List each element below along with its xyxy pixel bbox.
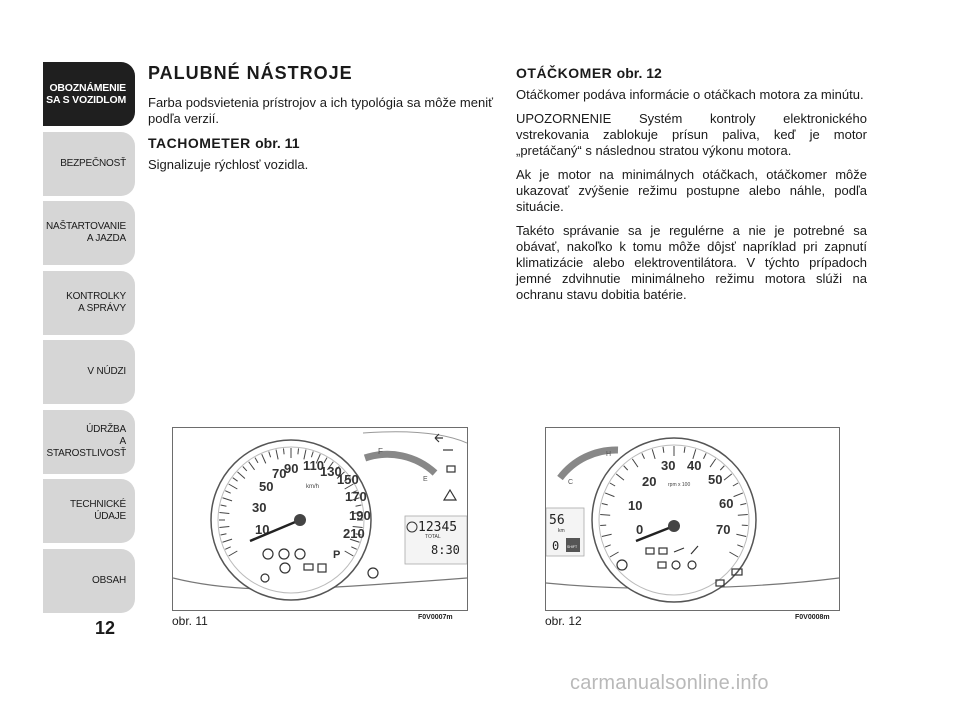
speed-label: 70 — [272, 466, 287, 481]
tachometer-text: Signalizuje rýchlosť vozidla. — [148, 157, 309, 172]
tab-label: OBOZNÁMENIE SA S VOZIDLOM — [46, 82, 126, 106]
odometer-value: 12345 — [418, 520, 458, 535]
rpm-label: 60 — [719, 496, 734, 511]
figure-11-caption: obr. 11 — [172, 614, 208, 628]
tab-label: V NÚDZI — [87, 366, 126, 377]
tachometer-heading — [148, 135, 493, 151]
speed-display-unit: km — [558, 528, 565, 534]
fuel-full-label: F — [378, 447, 383, 456]
rpm-label: 40 — [687, 458, 702, 473]
rpm-label: 30 — [661, 458, 676, 473]
figure-11-code: F0V0007m — [418, 614, 453, 621]
tab-oboznamenie[interactable] — [43, 62, 135, 126]
gear-indicator: P — [333, 549, 341, 561]
tab-technicke[interactable] — [43, 479, 135, 543]
speed-label: 10 — [255, 522, 270, 537]
odometer-label: TOTAL — [425, 534, 441, 540]
rev-paragraph-1: Otáčkomer podáva informácie o otáčkach motora za minútu. — [516, 87, 864, 102]
right-column — [516, 65, 867, 311]
rpm-label: 50 — [708, 472, 723, 487]
speed-label: 170 — [345, 489, 367, 504]
rev-paragraph-2: UPOZORNENIE Systém kontroly elektronického vstrekovania zablokuje prísun paliva, keď je motor „pretáčaný“ s následnou stratou výkonu motora. — [516, 111, 867, 158]
tab-kontrolky[interactable] — [43, 271, 135, 335]
tab-nastartovanie[interactable] — [43, 201, 135, 265]
fuel-empty-label: E — [423, 476, 428, 483]
tab-bezpecnost[interactable] — [43, 132, 135, 196]
speed-display: 56 — [549, 513, 565, 528]
tab-obsah[interactable] — [43, 549, 135, 613]
rev-paragraph-3: Ak je motor na minimálnych otáčkach, otáčkomer môže ukazovať zvýšenie režimu postupne alebo náhle, podľa situácie. — [516, 167, 867, 214]
speed-label: 130 — [320, 464, 342, 479]
tab-udrzba[interactable] — [43, 410, 135, 474]
watermark: carmanualsonline.info — [570, 672, 769, 694]
left-column — [148, 65, 493, 181]
temp-hot-label: H — [606, 451, 612, 458]
speed-unit: km/h — [306, 484, 320, 490]
rpm-label: 0 — [636, 522, 644, 537]
tab-label: BEZPEČNOSŤ — [60, 157, 126, 169]
tachometer-figure-ref: obr. 11 — [255, 135, 300, 151]
rev-counter-drawing — [546, 428, 839, 610]
rev-paragraph-4: Takéto správanie sa je regulérne a nie je potrebné sa obávať, nakoľko k tomu môže dôjsť napríklad pri zapnutí klimatizácie alebo elektroventilátora. V týchto prípadoch jemné zdvihnutie minimálneho režimu motora slúži na ochranu stavu dobitia batérie. — [516, 223, 867, 302]
figure-11-speedometer — [172, 427, 468, 611]
tab-v-nudzi[interactable] — [43, 340, 135, 404]
rpm-label: 70 — [716, 522, 731, 537]
temp-cold-label: C — [568, 479, 574, 486]
clock-value: 8:30 — [431, 543, 460, 557]
rev-counter-heading-text: OTÁČKOMER — [516, 65, 613, 81]
intro-paragraph: Farba podsvietenia prístrojov a ich typológia sa môže meniť podľa verzií. — [148, 95, 493, 126]
speed-label: 50 — [259, 479, 274, 494]
chapter-sidebar — [43, 62, 135, 618]
figure-12-caption: obr. 12 — [545, 614, 582, 628]
dial-tick — [298, 448, 299, 454]
speed-label: 150 — [337, 472, 359, 487]
speed-label: 90 — [284, 461, 299, 476]
tachometer-heading-text: TACHOMETER — [148, 135, 251, 151]
gear-display: 0 — [552, 539, 560, 553]
speedometer-drawing — [173, 428, 467, 610]
rpm-unit: rpm x 100 — [668, 482, 691, 488]
figure-12-rev-counter — [545, 427, 840, 611]
rev-counter-heading — [516, 65, 867, 81]
rpm-label: 10 — [628, 498, 643, 513]
tab-label: TECHNICKÉ ÚDAJE — [70, 499, 126, 522]
page-title: PALUBNÉ NÁSTROJE — [148, 63, 353, 83]
speed-label: 210 — [343, 526, 365, 541]
speed-label: 110 — [303, 458, 324, 473]
speed-label: 30 — [252, 500, 267, 515]
tab-label: KONTROLKY A SPRÁVY — [66, 290, 126, 314]
rev-counter-figure-ref: obr. 12 — [616, 65, 662, 81]
tab-label: ÚDRŽBA A STAROSTLIVOSŤ — [46, 423, 126, 459]
rpm-label: 20 — [642, 474, 657, 489]
dial-tick — [283, 448, 284, 454]
page-number: 12 — [95, 618, 116, 638]
speed-label: 190 — [349, 508, 371, 523]
shift-label: SHIFT — [567, 545, 578, 549]
figure-12-code: F0V0008m — [795, 614, 830, 621]
tab-label: NAŠTARTOVANIE A JAZDA — [45, 221, 126, 244]
tab-label: OBSAH — [91, 574, 126, 586]
